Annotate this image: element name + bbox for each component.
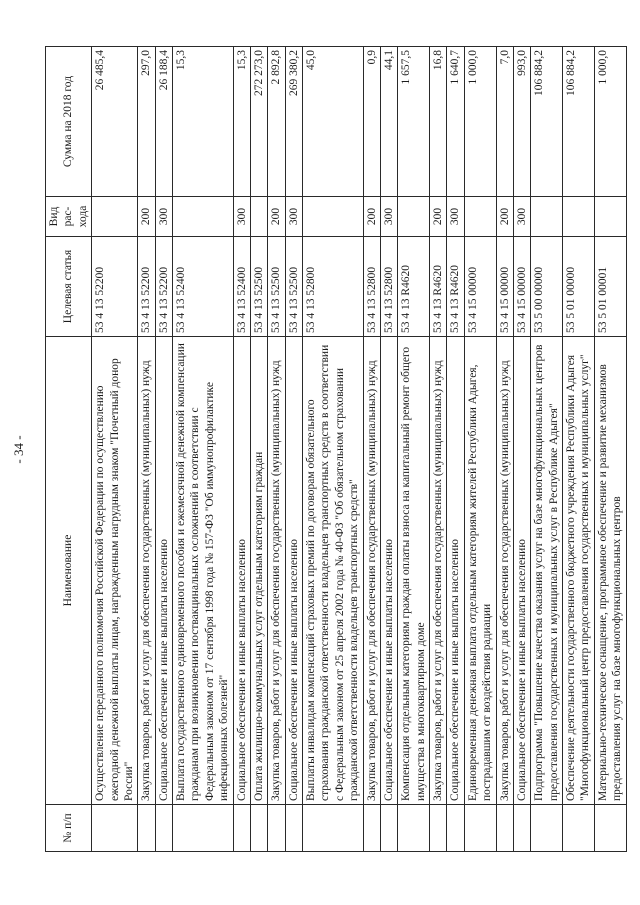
cell-name: Единовременная денежная выплата отдельным категориям жителей Республики Адыгея, пострадавшим от воздействия радиации (464, 337, 496, 805)
cell-target: 53 4 13 52500 (285, 237, 302, 337)
cell-num (233, 805, 250, 852)
table-row (594, 47, 626, 852)
cell-sum: 1 000,0 (594, 47, 626, 197)
cell-sum: 45,0 (303, 47, 364, 197)
table-row (285, 47, 302, 852)
table-row (363, 47, 380, 852)
cell-num (496, 805, 513, 852)
table-row (380, 47, 397, 852)
cell-name: Социальное обеспечение и иные выплаты населению (447, 337, 464, 805)
cell-num (155, 805, 172, 852)
cell-name: Социальное обеспечение и иные выплаты населению (285, 337, 302, 805)
cell-target: 53 4 13 52800 (363, 237, 380, 337)
cell-target: 53 4 13 52400 (173, 237, 234, 337)
cell-type (173, 197, 234, 237)
cell-sum: 26 188,4 (155, 47, 172, 197)
cell-target: 53 4 15 00000 (464, 237, 496, 337)
cell-sum: 26 485,4 (92, 47, 138, 197)
table-row (496, 47, 513, 852)
cell-num (173, 805, 234, 852)
cell-sum: 106 884,2 (563, 47, 595, 197)
cell-type (563, 197, 595, 237)
cell-name: Компенсация отдельным категориям граждан оплаты взноса на капитальный ремонт общего имущества в многоквартирном доме (398, 337, 430, 805)
cell-target: 53 5 00 00000 (531, 237, 563, 337)
cell-target: 53 4 13 52800 (303, 237, 364, 337)
cell-sum: 106 884,2 (531, 47, 563, 197)
rotated-page (11, 47, 630, 852)
cell-type: 300 (447, 197, 464, 237)
cell-sum: 7,0 (496, 47, 513, 197)
cell-type: 300 (285, 197, 302, 237)
table-row (398, 47, 430, 852)
cell-target: 53 4 15 00000 (513, 237, 530, 337)
cell-name: Осуществление переданного полномочия Российской Федерации по осуществлению ежегодной денежной выплаты лицам, награжденным нагрудным знаком "Почетный донор России" (92, 337, 138, 805)
cell-type: 300 (155, 197, 172, 237)
cell-type (464, 197, 496, 237)
cell-type (250, 197, 267, 237)
cell-num (447, 805, 464, 852)
cell-sum: 0,9 (363, 47, 380, 197)
cell-name: Закупка товаров, работ и услуг для обеспечения государственных (муниципальных) нужд (430, 337, 447, 805)
cell-num (250, 805, 267, 852)
cell-num (464, 805, 496, 852)
cell-type (531, 197, 563, 237)
cell-name: Закупка товаров, работ и услуг для обеспечения государственных (муниципальных) нужд (268, 337, 285, 805)
cell-num (303, 805, 364, 852)
cell-num (380, 805, 397, 852)
table-row (92, 47, 138, 852)
table-row (447, 47, 464, 852)
cell-num (430, 805, 447, 852)
cell-name: Закупка товаров, работ и услуг для обеспечения государственных (муниципальных) нужд (496, 337, 513, 805)
cell-type: 200 (430, 197, 447, 237)
table-row (250, 47, 267, 852)
table-row (138, 47, 155, 852)
cell-sum: 1 657,5 (398, 47, 430, 197)
cell-target: 53 4 13 R4620 (447, 237, 464, 337)
cell-sum: 44,1 (380, 47, 397, 197)
cell-name: Социальное обеспечение и иные выплаты населению (513, 337, 530, 805)
cell-num (285, 805, 302, 852)
header-type: Вид рас- хода (46, 197, 92, 237)
cell-type: 300 (380, 197, 397, 237)
cell-type: 300 (513, 197, 530, 237)
cell-target: 53 4 13 R4620 (398, 237, 430, 337)
cell-type (303, 197, 364, 237)
cell-name: Оплата жилищно-коммунальных услуг отдельным категориям граждан (250, 337, 267, 805)
cell-target: 53 4 13 52200 (138, 237, 155, 337)
cell-sum: 16,8 (430, 47, 447, 197)
cell-sum: 269 380,2 (285, 47, 302, 197)
table-row (155, 47, 172, 852)
table-row (513, 47, 530, 852)
cell-sum: 15,3 (173, 47, 234, 197)
cell-target: 53 5 01 00000 (563, 237, 595, 337)
cell-num (563, 805, 595, 852)
cell-sum: 1 000,0 (464, 47, 496, 197)
cell-sum: 15,3 (233, 47, 250, 197)
cell-target: 53 4 13 52500 (250, 237, 267, 337)
cell-num (268, 805, 285, 852)
cell-name: Закупка товаров, работ и услуг для обеспечения государственных (муниципальных) нужд (363, 337, 380, 805)
cell-type: 200 (268, 197, 285, 237)
cell-target: 53 5 01 00001 (594, 237, 626, 337)
cell-type: 200 (138, 197, 155, 237)
cell-num (594, 805, 626, 852)
cell-num (531, 805, 563, 852)
table-row (430, 47, 447, 852)
cell-type: 200 (496, 197, 513, 237)
cell-name: Обеспечение деятельности государственного бюджетного учреждения Республики Адыгея "Многофункциональный центр предоставления государственных и муниципальных услуг" (563, 337, 595, 805)
table-row (268, 47, 285, 852)
table-header-row (46, 47, 92, 852)
cell-name: Материально-техническое оснащение, программное обеспечение и развитие механизмов предоставления услуг на базе многофункциональных центров (594, 337, 626, 805)
cell-sum: 1 640,7 (447, 47, 464, 197)
cell-target: 53 4 13 52200 (155, 237, 172, 337)
cell-sum: 297,0 (138, 47, 155, 197)
header-target: Целевая статья (46, 237, 92, 337)
cell-name: Подпрограмма "Повышение качества оказания услуг на базе многофункциональных центров предоставления государственных и муниципальных услуг в Республике Адыгея" (531, 337, 563, 805)
cell-type: 300 (233, 197, 250, 237)
cell-type (594, 197, 626, 237)
cell-sum: 2 892,8 (268, 47, 285, 197)
cell-num (363, 805, 380, 852)
cell-name: Выплата государственного единовременного пособия и ежемесячной денежной компенсации гражданам при возникновении поствакцинальных осложнений в соответствии с Федеральным законом от 17 сентября 1998 года № 157-ФЗ "Об иммунопрофилактике инфекционных болезней" (173, 337, 234, 805)
header-num: № п/п (46, 805, 92, 852)
cell-type (92, 197, 138, 237)
cell-name: Социальное обеспечение и иные выплаты населению (233, 337, 250, 805)
budget-table (45, 46, 627, 852)
table-row (531, 47, 563, 852)
header-sum: Сумма на 2018 год (46, 47, 92, 197)
cell-target: 53 4 13 52200 (92, 237, 138, 337)
cell-name: Социальное обеспечение и иные выплаты населению (155, 337, 172, 805)
table-body (92, 47, 626, 852)
cell-name: Закупка товаров, работ и услуг для обеспечения государственных (муниципальных) нужд (138, 337, 155, 805)
cell-name: Социальное обеспечение и иные выплаты населению (380, 337, 397, 805)
cell-num (398, 805, 430, 852)
table-row (233, 47, 250, 852)
page-number: - 34 - (11, 435, 26, 464)
cell-target: 53 4 13 52400 (233, 237, 250, 337)
cell-sum: 993,0 (513, 47, 530, 197)
header-name: Наименование (46, 337, 92, 805)
table-row (173, 47, 234, 852)
cell-num (138, 805, 155, 852)
cell-sum: 272 273,0 (250, 47, 267, 197)
table-row (303, 47, 364, 852)
cell-type (398, 197, 430, 237)
table-row (464, 47, 496, 852)
cell-target: 53 4 13 52500 (268, 237, 285, 337)
cell-target: 53 4 13 R4620 (430, 237, 447, 337)
cell-num (92, 805, 138, 852)
cell-name: Выплаты инвалидам компенсаций страховых премий по договорам обязательного страхования гражданской ответственности владельцев транспортных средств в соответствии с Федеральным законом от 25 апреля 2002 года № 40-ФЗ "Об обязательном страховании гражданской ответственности владельцев транспортных средств" (303, 337, 364, 805)
cell-target: 53 4 15 00000 (496, 237, 513, 337)
cell-target: 53 4 13 52800 (380, 237, 397, 337)
cell-num (513, 805, 530, 852)
cell-type: 200 (363, 197, 380, 237)
table-row (563, 47, 595, 852)
